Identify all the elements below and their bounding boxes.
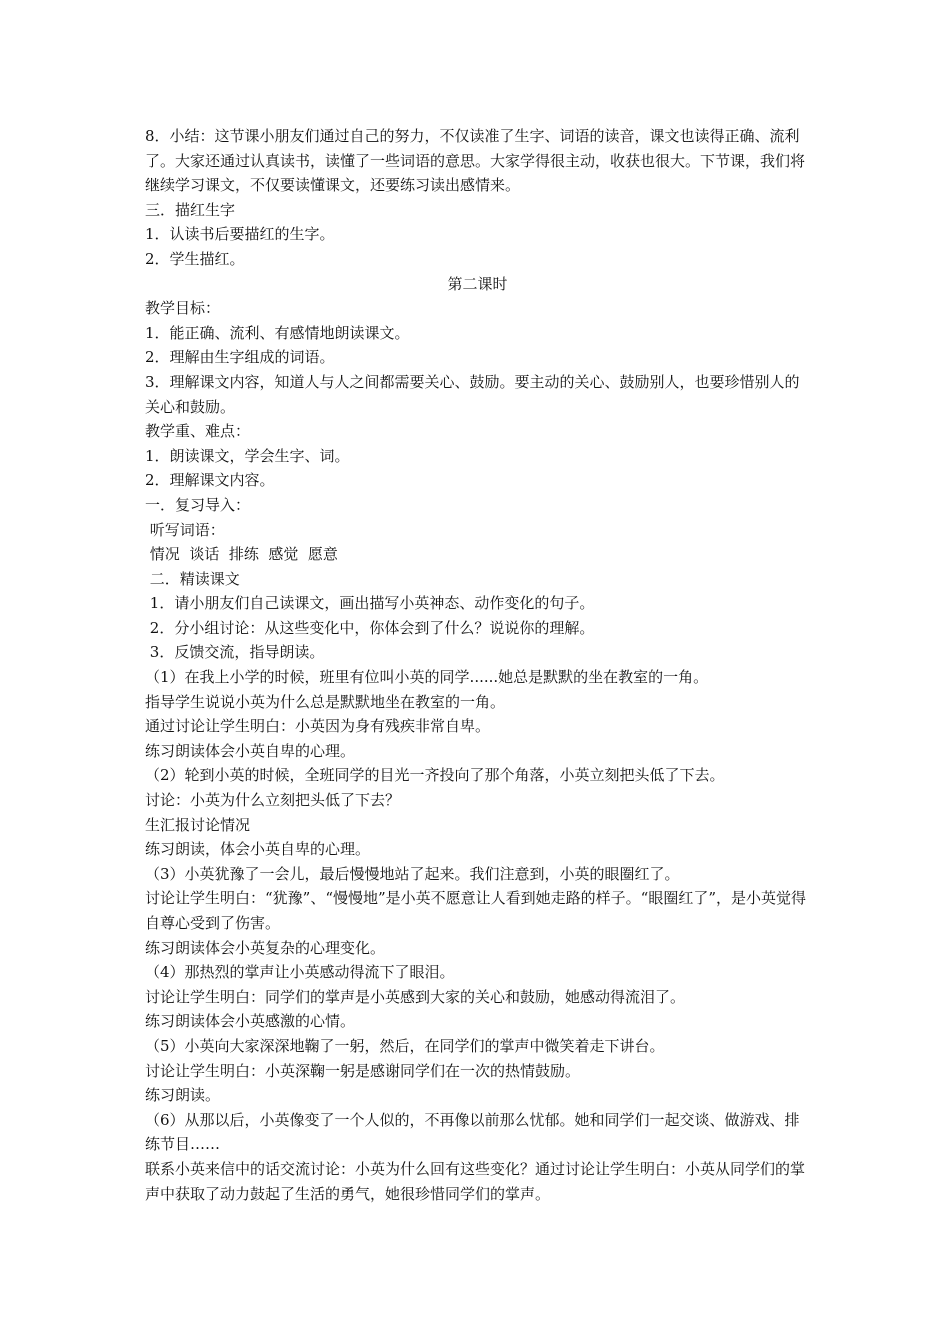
list-item: 1．能正确、流利、有感情地朗读课文。 (145, 323, 410, 342)
text-line: 讨论：小英为什么立刻把头低了下去？ (145, 791, 401, 810)
text-line: 讨论让学生明白：“犹豫”、“慢慢地”是小英不愿意让人看到她走路的样子。“眼圈红了”，是小英觉得自尊心受到了伤害。 (145, 889, 807, 932)
text-line: 练习朗读体会小英复杂的心理变化。 (145, 938, 386, 957)
section-heading-close-reading: 二．精读课文 (145, 569, 240, 588)
list-item: 1．请小朋友们自己读课文，画出描写小英神态、动作变化的句子。 (145, 594, 595, 613)
list-item: 3．反馈交流，指导朗读。 (145, 643, 325, 662)
passage-quote: （3）小英犹豫了一会儿，最后慢慢地站了起来。我们注意到，小英的眼圈红了。 (145, 864, 680, 883)
dictation-words: 情况 谈话 排练 感觉 愿意 (145, 545, 338, 564)
text-line: 讨论让学生明白：小英深鞠一躬是感谢同学们在一次的热情鼓励。 (145, 1061, 581, 1080)
section-heading-trace-characters: 三．描红生字 (145, 200, 236, 219)
text-line: 通过讨论让学生明白：小英因为身有残疾非常自卑。 (145, 717, 491, 736)
passage-quote: （2）轮到小英的时候，全班同学的目光一齐投向了那个角落，小英立刻把头低了下去。 (145, 766, 725, 785)
section-heading-key-points: 教学重、难点： (145, 422, 251, 441)
text-line: 讨论让学生明白：同学们的掌声是小英感到大家的关心和鼓励，她感动得流泪了。 (145, 987, 686, 1006)
text-line: 练习朗读体会小英感激的心情。 (145, 1012, 356, 1031)
passage-quote: （6）从那以后，小英像变了一个人似的，不再像以前那么忧郁。她和同学们一起交谈、做游戏、排练节目…… (145, 1110, 800, 1154)
list-item: 3．理解课文内容，知道人与人之间都需要关心、鼓励。要主动的关心、鼓励别人，也要珍惜别人的关心和鼓励。 (145, 372, 800, 416)
summary-paragraph: 8．小结：这节课小朋友们通过自己的努力，不仅读准了生字、词语的读音，课文也读得正确、流利了。大家还通过认真读书，读懂了一些词语的意思。大家学得很主动，收获也很大。下节课，我们将继续学习课文，不仅要读懂课文，还要练习读出感情来。 (145, 127, 806, 195)
section-heading-objectives: 教学目标： (145, 299, 221, 318)
section-heading-review: 一．复习导入： (145, 495, 251, 514)
text-line: 指导学生说说小英为什么总是默默地坐在教室的一角。 (145, 692, 506, 711)
lesson-title: 第二课时 (447, 274, 508, 293)
document-page (145, 124, 810, 1206)
list-item: 2．分小组讨论：从这些变化中，你体会到了什么？说说你的理解。 (145, 618, 595, 637)
dictation-label: 听写词语： (145, 520, 225, 539)
text-line: 练习朗读体会小英自卑的心理。 (145, 741, 356, 760)
list-item: 1．认读书后要描红的生字。 (145, 225, 335, 244)
list-item: 2．学生描红。 (145, 249, 245, 268)
passage-quote: （5）小英向大家深深地鞠了一躬，然后，在同学们的掌声中微笑着走下讲台。 (145, 1036, 665, 1055)
list-item: 1．朗读课文，学会生字、词。 (145, 446, 350, 465)
text-line: 生汇报讨论情况 (145, 815, 251, 834)
passage-quote: （4）那热烈的掌声让小英感动得流下了眼泪。 (145, 963, 455, 982)
list-item: 2．理解由生字组成的词语。 (145, 348, 335, 367)
list-item: 2．理解课文内容。 (145, 471, 275, 490)
text-line: 练习朗读。 (145, 1086, 221, 1105)
text-line: 联系小英来信中的话交流讨论：小英为什么回有这些变化？通过讨论让学生明白：小英从同学们的掌声中获取了动力鼓起了生活的勇气，她很珍惜同学们的掌声。 (145, 1159, 806, 1203)
text-line: 练习朗读，体会小英自卑的心理。 (145, 840, 371, 859)
passage-quote: （1）在我上小学的时候，班里有位叫小英的同学......她总是默默的坐在教室的一角。 (145, 668, 709, 687)
